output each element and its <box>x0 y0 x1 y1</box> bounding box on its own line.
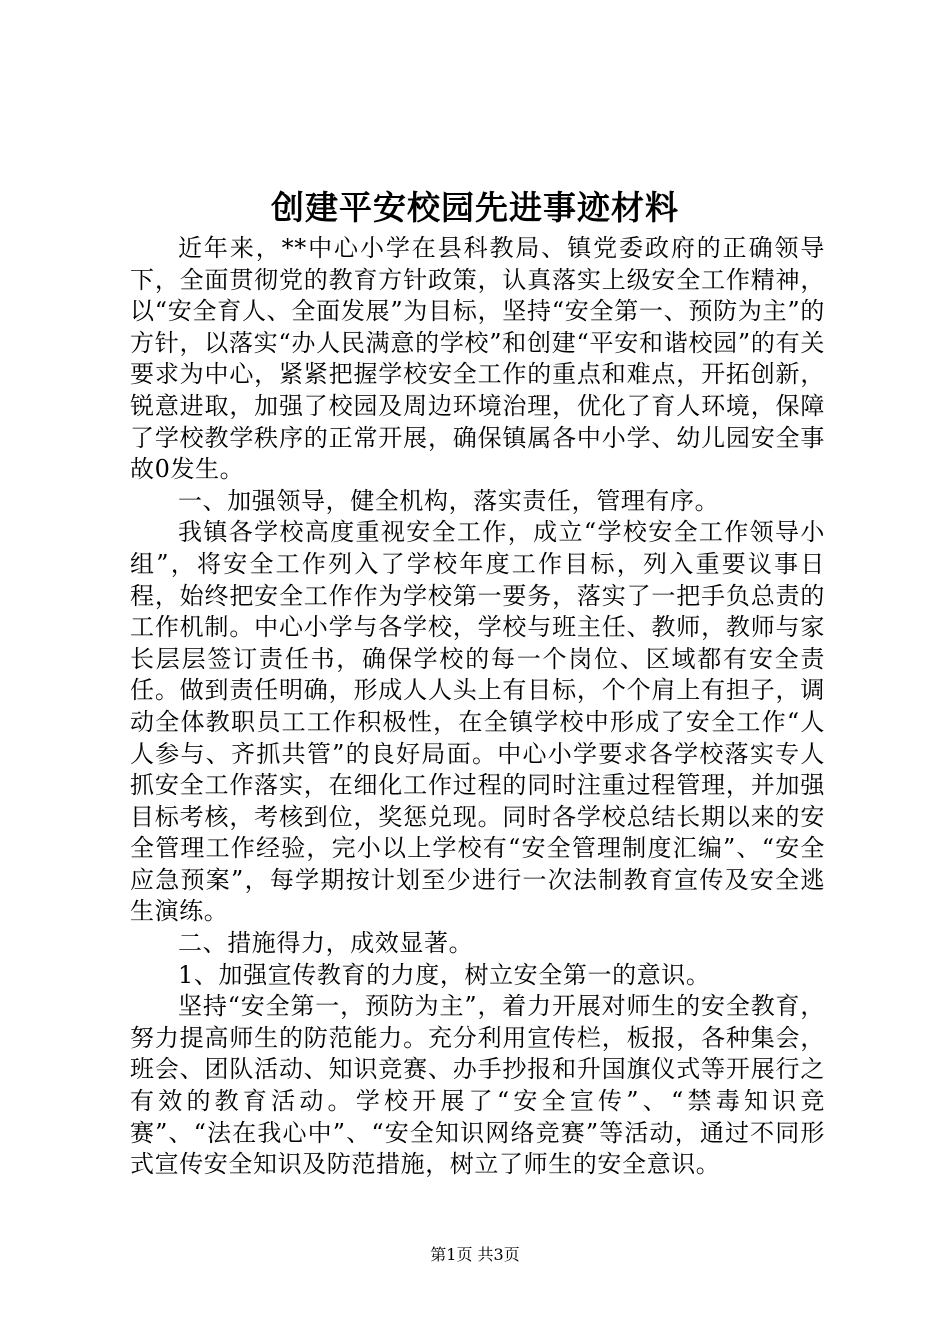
paragraph-intro: 近年来，**中心小学在县科教局、镇党委政府的正确领导下，全面贯彻党的教育方针政策，认真落实上级安全工作精神，以“安全育人、全面发展”为目标，坚持“安全第一、预防为主”的方针，以落实“办人民满意的学校”和创建“平安和谐校园”的有关要求为中心，紧紧把握学校安全工作的重点和难点，开拓创新，锐意进取，加强了校园及周边环境治理，优化了育人环境，保障了学校教学秩序的正常开展，确保镇属各中小学、幼儿园安全事故0发生。 <box>130 234 825 484</box>
section-heading-1: 一、加强领导，健全机构，落实责任，管理有序。 <box>178 486 720 515</box>
document-title: 创建平安校园先进事迹材料 <box>271 188 679 227</box>
paragraph-education: 坚持“安全第一，预防为主”，着力开展对师生的安全教育，努力提高师生的防范能力。充分利用宣传栏，板报，各种集会，班会、团队活动、知识竞赛、办手抄报和升国旗仪式等开展行之有效的教育活动。学校开展了“安全宣传”、“禁毒知识竞赛”、“法在我心中”、“安全知识网络竞赛”等活动，通过不同形式宣传安全知识及防范措施，树立了师生的安全意识。 <box>130 992 825 1179</box>
paragraph-leadership: 我镇各学校高度重视安全工作，成立“学校安全工作领导小组”，将安全工作列入了学校年度工作目标，列入重要议事日程，始终把安全工作作为学校第一要务，落实了一把手负总责的工作机制。中心小学与各学校，学校与班主任、教师，教师与家长层层签订责任书，确保学校的每一个岗位、区域都有安全责任。做到责任明确，形成人人头上有目标，个个肩上有担子，调动全体教职员工工作积极性，在全镇学校中形成了安全工作“人人参与、齐抓共管”的良好局面。中心小学要求各学校落实专人抓安全工作落实，在细化工作过程的同时注重过程管理，并加强目标考核，考核到位，奖惩兑现。同时各学校总结长期以来的安全管理工作经验，完小以上学校有“安全管理制度汇编”、“安全应急预案”，每学期按计划至少进行一次法制教育宣传及安全逃生演练。 <box>130 518 825 926</box>
subsection-heading-1: 1、加强宣传教育的力度，树立安全第一的意识。 <box>178 960 711 989</box>
document-body <box>130 233 825 1181</box>
page-number-footer: 第1页 共3页 <box>430 1245 520 1264</box>
section-heading-2: 二、措施得力，成效显著。 <box>178 929 474 958</box>
